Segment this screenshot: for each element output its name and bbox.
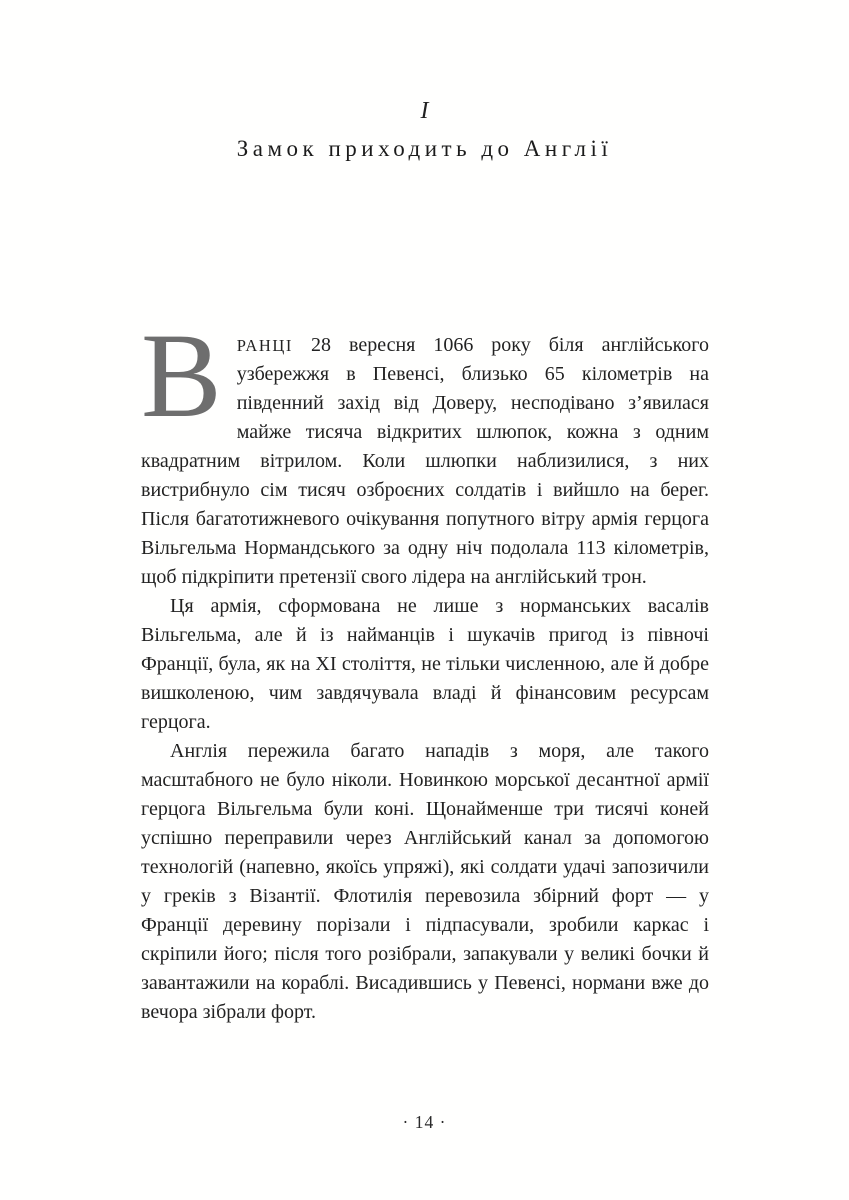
lead-smallcaps: РАНЦІ <box>236 336 294 355</box>
dropcap-letter: В <box>141 309 222 443</box>
body-text <box>141 309 710 1027</box>
page-number: · 14 · <box>402 1112 447 1132</box>
chapter-title: Замок приходить до Англії <box>236 136 613 161</box>
paragraph-first <box>141 309 710 592</box>
chapter-number: I <box>420 98 429 124</box>
paragraph-text: 28 вересня 1066 року біля англійського узбережжя в Певенсі, близько 65 кілометрів на південний захід від Доверу, несподівано з’явилася майже тисяча відкритих шлюпок, кожна з одним квадратним вітрилом. Коли шлюпки наблизилися, з них вистрибнуло сім тисяч озброєних солдатів і вийшло на берег. Після багатотижневого очікування попутного вітру армія герцога Вільгельма Нормандського за одну ніч подолала 113 кілометрів, щоб підкріпити претензії свого лідера на англійський трон. <box>141 334 710 588</box>
paragraph: Англія пережила багато нападів з моря, але такого масштабного не було ніколи. Новинкою морської десантної армії герцога Вільгельма були коні. Щонайменше три тисячі коней успішно переправили через Англійський канал за допомогою технологій (напевно, якоїсь упряжі), які солдати удачі запозичили у греків з Візантії. Флотилія перевозила збірний форт — у Франції деревину порізали і підпасували, зробили каркас і скріпили його; після того розібрали, запакували у великі бочки й завантажили на кораблі. Висадившись у Певенсі, нормани вже до вечора зібрали форт. <box>141 740 709 1023</box>
paragraph: Ця армія, сформована не лише з норманських васалів Вільгельма, але й із найманців і шукачів пригод із півночі Франції, була, як на XI століття, не тільки численною, але й добре вишколеною, чим завдячувала владі й фінансовим ресурсам герцога. <box>141 595 709 733</box>
